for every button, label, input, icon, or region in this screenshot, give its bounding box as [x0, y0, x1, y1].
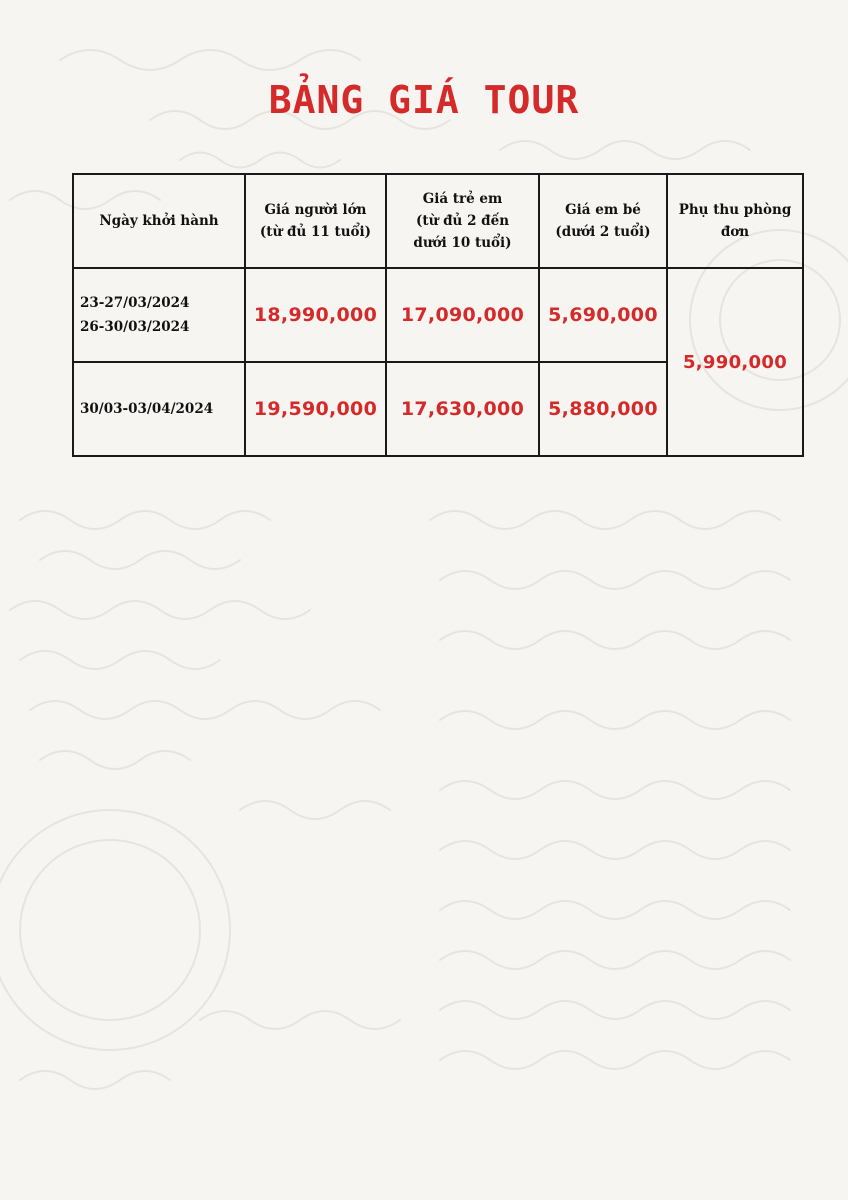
header-baby-price: Giá em bé (dưới 2 tuổi) [539, 174, 667, 268]
header-child-price: Giá trẻ em (từ đủ 2 đến dưới 10 tuổi) [386, 174, 539, 268]
header-adult-price: Giá người lớn (từ đủ 11 tuổi) [245, 174, 386, 268]
price-table [72, 173, 804, 457]
adult-price-cell: 18,990,000 [245, 268, 386, 362]
page-title: BẢNG GIÁ TOUR [268, 78, 580, 122]
departure-dates-cell: 30/03-03/04/2024 [73, 362, 245, 456]
adult-price-cell: 19,590,000 [245, 362, 386, 456]
baby-price-cell: 5,690,000 [539, 268, 667, 362]
child-price-cell: 17,630,000 [386, 362, 539, 456]
child-price-cell: 17,090,000 [386, 268, 539, 362]
table-row [73, 268, 803, 362]
header-departure-date: Ngày khởi hành [73, 174, 245, 268]
header-single-supplement: Phụ thu phòng đơn [667, 174, 803, 268]
baby-price-cell: 5,880,000 [539, 362, 667, 456]
single-supplement-cell: 5,990,000 [667, 268, 803, 456]
table-header-row [73, 174, 803, 268]
departure-dates-cell: 23-27/03/2024 26-30/03/2024 [73, 268, 245, 362]
